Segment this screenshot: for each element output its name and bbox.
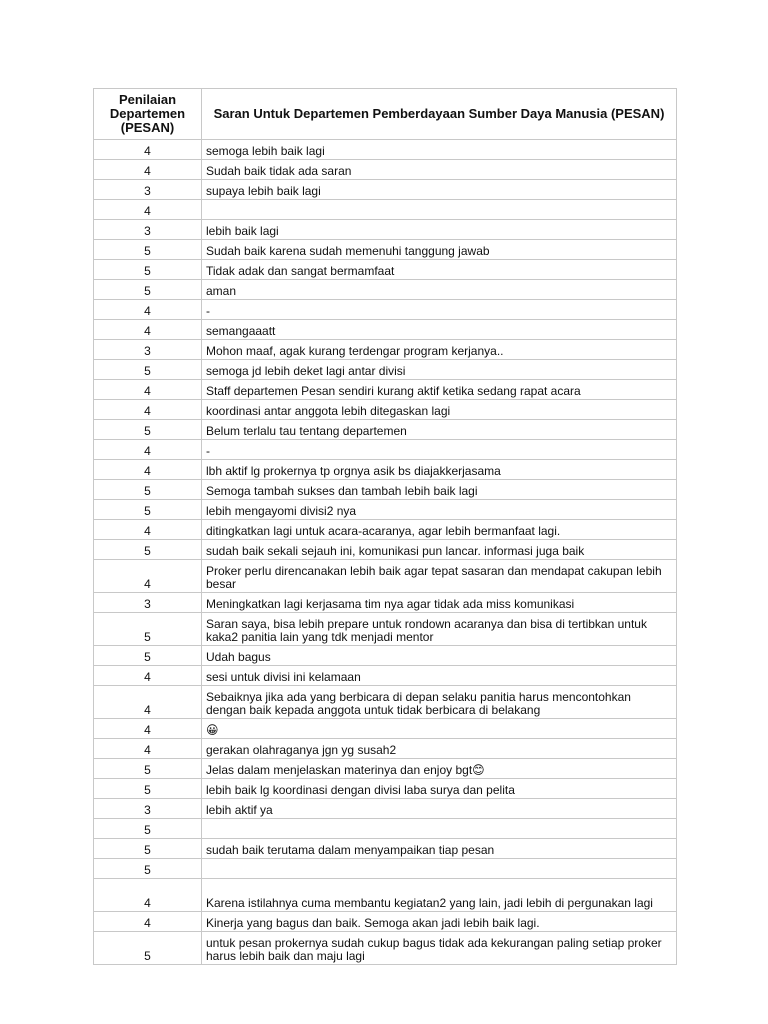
table-row: [94, 140, 677, 160]
table-row: [94, 280, 677, 300]
row-score: 4: [94, 520, 202, 540]
row-suggestion: Tidak adak dan sangat bermamfaat: [202, 260, 677, 280]
row-score: 4: [94, 160, 202, 180]
row-score: 4: [94, 300, 202, 320]
row-suggestion: Udah bagus: [202, 646, 677, 666]
feedback-table: [93, 88, 677, 965]
row-suggestion: Sudah baik karena sudah memenuhi tanggung jawab: [202, 240, 677, 260]
table-row: [94, 300, 677, 320]
table-row: [94, 879, 677, 912]
row-suggestion: aman: [202, 280, 677, 300]
table-row: [94, 400, 677, 420]
table-row: [94, 739, 677, 759]
table-row: [94, 360, 677, 380]
table-row: [94, 859, 677, 879]
row-score: 4: [94, 912, 202, 932]
row-score: 4: [94, 440, 202, 460]
table-row: [94, 839, 677, 859]
row-score: 5: [94, 613, 202, 646]
table-row: [94, 260, 677, 280]
table-row: [94, 200, 677, 220]
row-score: 4: [94, 666, 202, 686]
row-suggestion: semoga jd lebih deket lagi antar divisi: [202, 360, 677, 380]
table-row: [94, 440, 677, 460]
row-score: 4: [94, 200, 202, 220]
table-row: [94, 686, 677, 719]
row-suggestion: lebih baik lg koordinasi dengan divisi laba surya dan pelita: [202, 779, 677, 799]
row-score: 3: [94, 593, 202, 613]
row-score: 5: [94, 839, 202, 859]
row-score: 4: [94, 686, 202, 719]
row-suggestion: Belum terlalu tau tentang departemen: [202, 420, 677, 440]
row-score: 4: [94, 719, 202, 739]
row-score: 5: [94, 819, 202, 839]
header-score: Penilaian Departemen (PESAN): [94, 89, 202, 140]
row-score: 5: [94, 480, 202, 500]
row-suggestion: koordinasi antar anggota lebih ditegaskan lagi: [202, 400, 677, 420]
row-suggestion: -: [202, 440, 677, 460]
row-suggestion: semangaaatt: [202, 320, 677, 340]
row-score: 4: [94, 739, 202, 759]
row-suggestion: Karena istilahnya cuma membantu kegiatan2 yang lain, jadi lebih di pergunakan lagi: [202, 879, 677, 912]
table-row: [94, 819, 677, 839]
row-score: 3: [94, 180, 202, 200]
row-score: 4: [94, 879, 202, 912]
row-suggestion: lebih mengayomi divisi2 nya: [202, 500, 677, 520]
row-score: 5: [94, 360, 202, 380]
row-score: 5: [94, 932, 202, 965]
row-suggestion: gerakan olahraganya jgn yg susah2: [202, 739, 677, 759]
row-suggestion: [202, 200, 677, 220]
table-row: [94, 380, 677, 400]
row-suggestion: ditingkatkan lagi untuk acara-acaranya, agar lebih bermanfaat lagi.: [202, 520, 677, 540]
row-score: 3: [94, 799, 202, 819]
row-score: 5: [94, 240, 202, 260]
row-score: 5: [94, 260, 202, 280]
table-row: [94, 593, 677, 613]
row-score: 5: [94, 759, 202, 779]
table-row: [94, 460, 677, 480]
row-score: 5: [94, 420, 202, 440]
row-suggestion: Meningkatkan lagi kerjasama tim nya agar tidak ada miss komunikasi: [202, 593, 677, 613]
table-row: [94, 420, 677, 440]
row-suggestion: [202, 819, 677, 839]
row-suggestion: -: [202, 300, 677, 320]
row-score: 4: [94, 560, 202, 593]
row-suggestion: untuk pesan prokernya sudah cukup bagus tidak ada kekurangan paling setiap proker harus lebih baik dan maju lagi: [202, 932, 677, 965]
row-suggestion: supaya lebih baik lagi: [202, 180, 677, 200]
row-suggestion: Sebaiknya jika ada yang berbicara di depan selaku panitia harus mencontohkan dengan baik kepada anggota untuk tidak berbicara di belakang: [202, 686, 677, 719]
row-suggestion: sudah baik terutama dalam menyampaikan tiap pesan: [202, 839, 677, 859]
row-suggestion: Saran saya, bisa lebih prepare untuk rondown acaranya dan bisa di tertibkan untuk kaka2 panitia lain yang tdk menjadi mentor: [202, 613, 677, 646]
row-score: 5: [94, 859, 202, 879]
row-suggestion: Kinerja yang bagus dan baik. Semoga akan jadi lebih baik lagi.: [202, 912, 677, 932]
table-row: [94, 799, 677, 819]
row-score: 5: [94, 646, 202, 666]
row-score: 3: [94, 220, 202, 240]
row-suggestion: Mohon maaf, agak kurang terdengar program kerjanya..: [202, 340, 677, 360]
table-row: [94, 912, 677, 932]
table-row: [94, 500, 677, 520]
row-score: 5: [94, 280, 202, 300]
row-suggestion: Proker perlu direncanakan lebih baik agar tepat sasaran dan mendapat cakupan lebih besar: [202, 560, 677, 593]
row-score: 3: [94, 340, 202, 360]
table-header-row: [94, 89, 677, 140]
row-suggestion: 😀: [202, 719, 677, 739]
table-row: [94, 320, 677, 340]
row-suggestion: [202, 859, 677, 879]
row-score: 5: [94, 540, 202, 560]
table-row: [94, 666, 677, 686]
row-score: 4: [94, 380, 202, 400]
row-suggestion: Semoga tambah sukses dan tambah lebih baik lagi: [202, 480, 677, 500]
table-row: [94, 719, 677, 739]
table-row: [94, 180, 677, 200]
table-row: [94, 220, 677, 240]
row-score: 4: [94, 400, 202, 420]
table-row: [94, 240, 677, 260]
row-suggestion: lbh aktif lg prokernya tp orgnya asik bs diajakkerjasama: [202, 460, 677, 480]
table-row: [94, 560, 677, 593]
row-suggestion: Staff departemen Pesan sendiri kurang aktif ketika sedang rapat acara: [202, 380, 677, 400]
row-suggestion: sesi untuk divisi ini kelamaan: [202, 666, 677, 686]
row-score: 4: [94, 460, 202, 480]
row-score: 5: [94, 779, 202, 799]
table-row: [94, 480, 677, 500]
row-score: 5: [94, 500, 202, 520]
table-row: [94, 779, 677, 799]
table-row: [94, 540, 677, 560]
row-suggestion: Sudah baik tidak ada saran: [202, 160, 677, 180]
table-row: [94, 932, 677, 965]
header-suggestion: Saran Untuk Departemen Pemberdayaan Sumber Daya Manusia (PESAN): [202, 89, 677, 140]
row-score: 4: [94, 320, 202, 340]
table-row: [94, 759, 677, 779]
row-suggestion: semoga lebih baik lagi: [202, 140, 677, 160]
row-suggestion: lebih baik lagi: [202, 220, 677, 240]
table-row: [94, 160, 677, 180]
row-suggestion: lebih aktif ya: [202, 799, 677, 819]
row-suggestion: Jelas dalam menjelaskan materinya dan enjoy bgt😊: [202, 759, 677, 779]
table-row: [94, 613, 677, 646]
row-suggestion: sudah baik sekali sejauh ini, komunikasi pun lancar. informasi juga baik: [202, 540, 677, 560]
table-body: [94, 140, 677, 965]
row-score: 4: [94, 140, 202, 160]
table-row: [94, 340, 677, 360]
table-row: [94, 520, 677, 540]
table-row: [94, 646, 677, 666]
